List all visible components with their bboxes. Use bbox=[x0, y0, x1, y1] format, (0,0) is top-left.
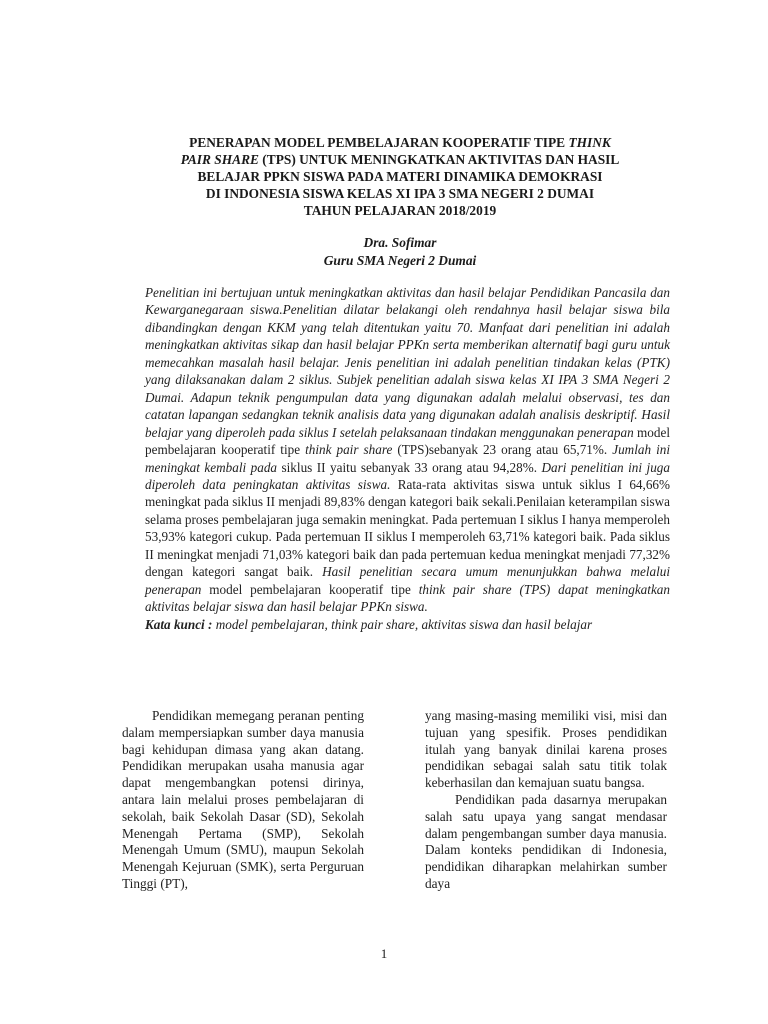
author-name: Dra. Sofimar bbox=[363, 235, 437, 250]
keywords-text: model pembelajaran, think pair share, aktivitas siswa dan hasil belajar bbox=[212, 616, 593, 632]
keywords bbox=[145, 616, 670, 633]
body-column-left bbox=[122, 708, 364, 893]
title-line-3: BELAJAR PPKN SISWA PADA MATERI DINAMIKA DEMOKRASI bbox=[197, 169, 603, 185]
paragraph: yang masing-masing memiliki visi, misi dan tujuan yang spesifik. Proses pendidikan itulah yang banyak dinilai karena proses pendidikan sebagai salah satu titik tolak keberhasilan dan kemajuan suatu bangsa. bbox=[425, 708, 667, 791]
author-affiliation: Guru SMA Negeri 2 Dumai bbox=[323, 252, 477, 268]
body-column-right bbox=[425, 708, 667, 893]
title-line-1: PENERAPAN MODEL PEMBELAJARAN KOOPERATIF TIPE THINK bbox=[189, 135, 611, 150]
page-number: 1 bbox=[380, 946, 388, 961]
author-block bbox=[130, 234, 670, 269]
paragraph: Pendidikan memegang peranan penting dalam mempersiapkan sumber daya manusia bagi kehidupan dimasa yang akan datang. Pendidikan merupakan usaha manusia agar dapat mengembangkan potensi dirinya, antara lain melalui proses pembelajaran di sekolah, baik Sekolah Dasar (SD), Sekolah Menengah Pertama (SMP), Sekolah Menengah Umum (SMU), maupun Sekolah Menengah Kejuruan (SMK), serta Perguruan Tinggi (PT), bbox=[122, 708, 364, 891]
title-line-4: DI INDONESIA SISWA KELAS XI IPA 3 SMA NEGERI 2 DUMAI bbox=[205, 186, 595, 202]
keywords-label: Kata kunci : bbox=[145, 616, 213, 632]
abstract: Penelitian ini bertujuan untuk meningkatkan aktivitas dan hasil belajar Pendidikan Pancasila dan Kewarganegaraan siswa.Penelitian dilatar belakangi oleh rendahnya hasil belajar siswa bila dibandingkan dengan KKM yang telah ditentukan yaitu 70. Manfaat dari penelitian ini adalah meningkatkan aktivitas sikap dan hasil belajar PPKn serta memberikan alternatif bagi guru untuk memecahkan masalah hasil belajar. Jenis penelitian ini adalah penelitian tindakan kelas (PTK) yang dilaksanakan dalam 2 siklus. Subjek penelitian adalah siswa kelas XI IPA 3 SMA Negeri 2 Dumai. Adapun teknik pengumpulan data yang digunakan adalah melalui observasi, tes dan catatan lapangan sedangkan teknik analisis data yang digunakan adalah analisis deskriptif. Hasil belajar yang diperoleh pada siklus I setelah pelaksanaan tindakan menggunakan penerapan model pembelajaran kooperatif tipe think pair share (TPS)sebanyak 23 orang atau 65,71%. Jumlah ini meningkat kembali pada siklus II yaitu sebanyak 33 orang atau 94,28%. Dari penelitian ini juga diperoleh data peningkatan aktivitas siswa. Rata-rata aktivitas siswa untuk siklus I 64,66% meningkat pada siklus II menjadi 89,83% dengan kategori baik sekali.Penilaian keterampilan siswa selama proses pembelajaran juga semakin meningkat. Pada pertemuan I siklus I hanya memperoleh 53,93% kategori cukup. Pada pertemuan II siklus I memperoleh 63,71% kategori baik. Pada siklus II meningkat menjadi 71,03% kategori baik dan pada pertemuan kedua meningkat menjadi 77,32% dengan kategori sangat baik. Hasil penelitian secara umum menunjukkan bahwa melalui penerapan model pembelajaran kooperatif tipe think pair share (TPS) dapat meningkatkan aktivitas belajar siswa dan hasil belajar PPKn siswa. Kata kunci : model pembelajaran, think pair share, aktivitas siswa dan hasil belajar bbox=[145, 285, 671, 632]
paper-title bbox=[130, 134, 670, 219]
title-line-5: TAHUN PELAJARAN 2018/2019 bbox=[303, 203, 497, 219]
paragraph: Pendidikan pada dasarnya merupakan salah satu upaya yang sangat mendasar dalam pengembangan sumber daya manusia. Dalam konteks pendidikan di Indonesia, pendidikan diharapkan melahirkan sumber daya bbox=[425, 791, 667, 891]
title-line-2: PAIR SHARE (TPS) UNTUK MENINGKATKAN AKTIVITAS DAN HASIL bbox=[180, 152, 620, 168]
